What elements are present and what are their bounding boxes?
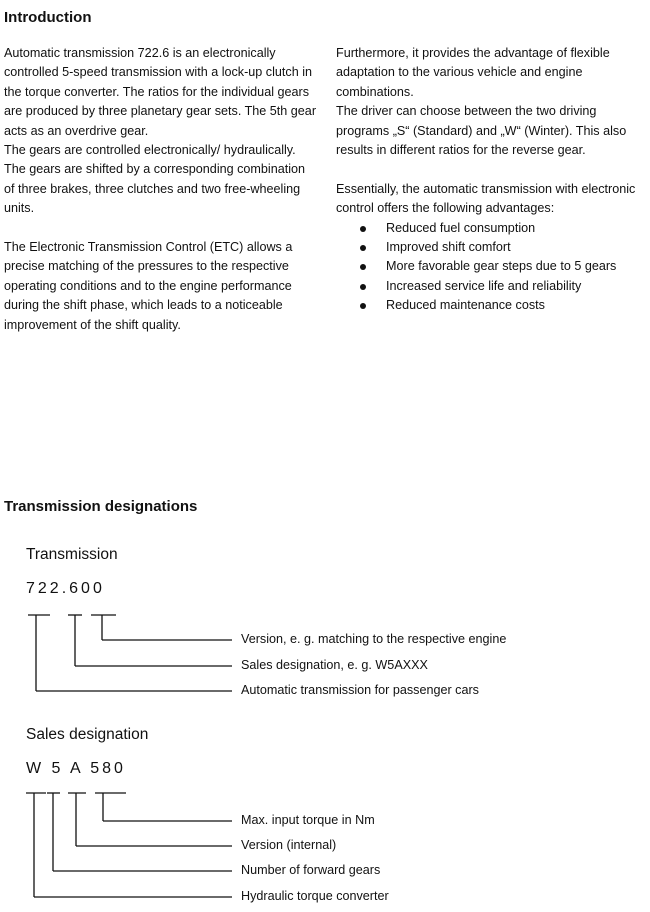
sales-label-torque: Max. input torque in Nm — [241, 813, 375, 827]
intro-paragraph-5: The driver can choose between the two driving programs „S“ (Standard) and „W“ (Winter). This also results in different ratios for the reverse gear. — [336, 104, 627, 158]
intro-paragraph-3: The Electronic Transmission Control (ETC) allows a precise matching of the pressures to the respective operating conditions and to the engine performance during the shift phase, which leads to a noticeable improvement of the shift quality. — [4, 240, 293, 332]
introduction-heading: Introduction — [4, 9, 92, 26]
sales-label-gears: Number of forward gears — [241, 863, 381, 877]
intro-paragraph-4: Furthermore, it provides the advantage of flexible adaptation to the various vehicle and engine combinations. — [336, 46, 610, 99]
advantages-list — [336, 219, 646, 316]
transmission-label-automatic: Automatic transmission for passenger cars — [241, 683, 479, 697]
intro-paragraph-1: Automatic transmission 722.6 is an electronically controlled 5-speed transmission with a lock-up clutch in the torque converter. The ratios for the individual gears are produced by three planetary gear sets. The 5th gear acts as an overdrive gear. — [4, 46, 317, 138]
list-item: Improved shift comfort — [336, 238, 646, 257]
intro-paragraph-6: Essentially, the automatic transmission with electronic control offers the following advantages: — [336, 181, 636, 216]
sales-label-version: Version (internal) — [241, 838, 337, 852]
transmission-label-version: Version, e. g. matching to the respective engine — [241, 632, 507, 646]
designations-heading: Transmission designations — [4, 498, 198, 515]
transmission-code: 722.600 — [26, 580, 105, 597]
list-item: Reduced fuel consumption — [336, 219, 646, 238]
intro-paragraph-2: The gears are controlled electronically/ hydraulically. The gears are shifted by a corresponding combination of three brakes, three clutches and two free-wheeling units. — [4, 143, 306, 216]
transmission-label-sales: Sales designation, e. g. W5AXXX — [241, 658, 428, 672]
transmission-subheading: Transmission — [26, 546, 118, 563]
list-item: Increased service life and reliability — [336, 277, 646, 296]
introduction-right-column — [336, 44, 646, 316]
sales-subheading: Sales designation — [26, 726, 149, 743]
sales-label-converter: Hydraulic torque converter — [241, 889, 389, 903]
list-item: Reduced maintenance costs — [336, 296, 646, 315]
list-item: More favorable gear steps due to 5 gears — [336, 257, 646, 276]
introduction-left-column — [4, 44, 316, 335]
sales-code: W 5 A 580 — [26, 760, 126, 777]
